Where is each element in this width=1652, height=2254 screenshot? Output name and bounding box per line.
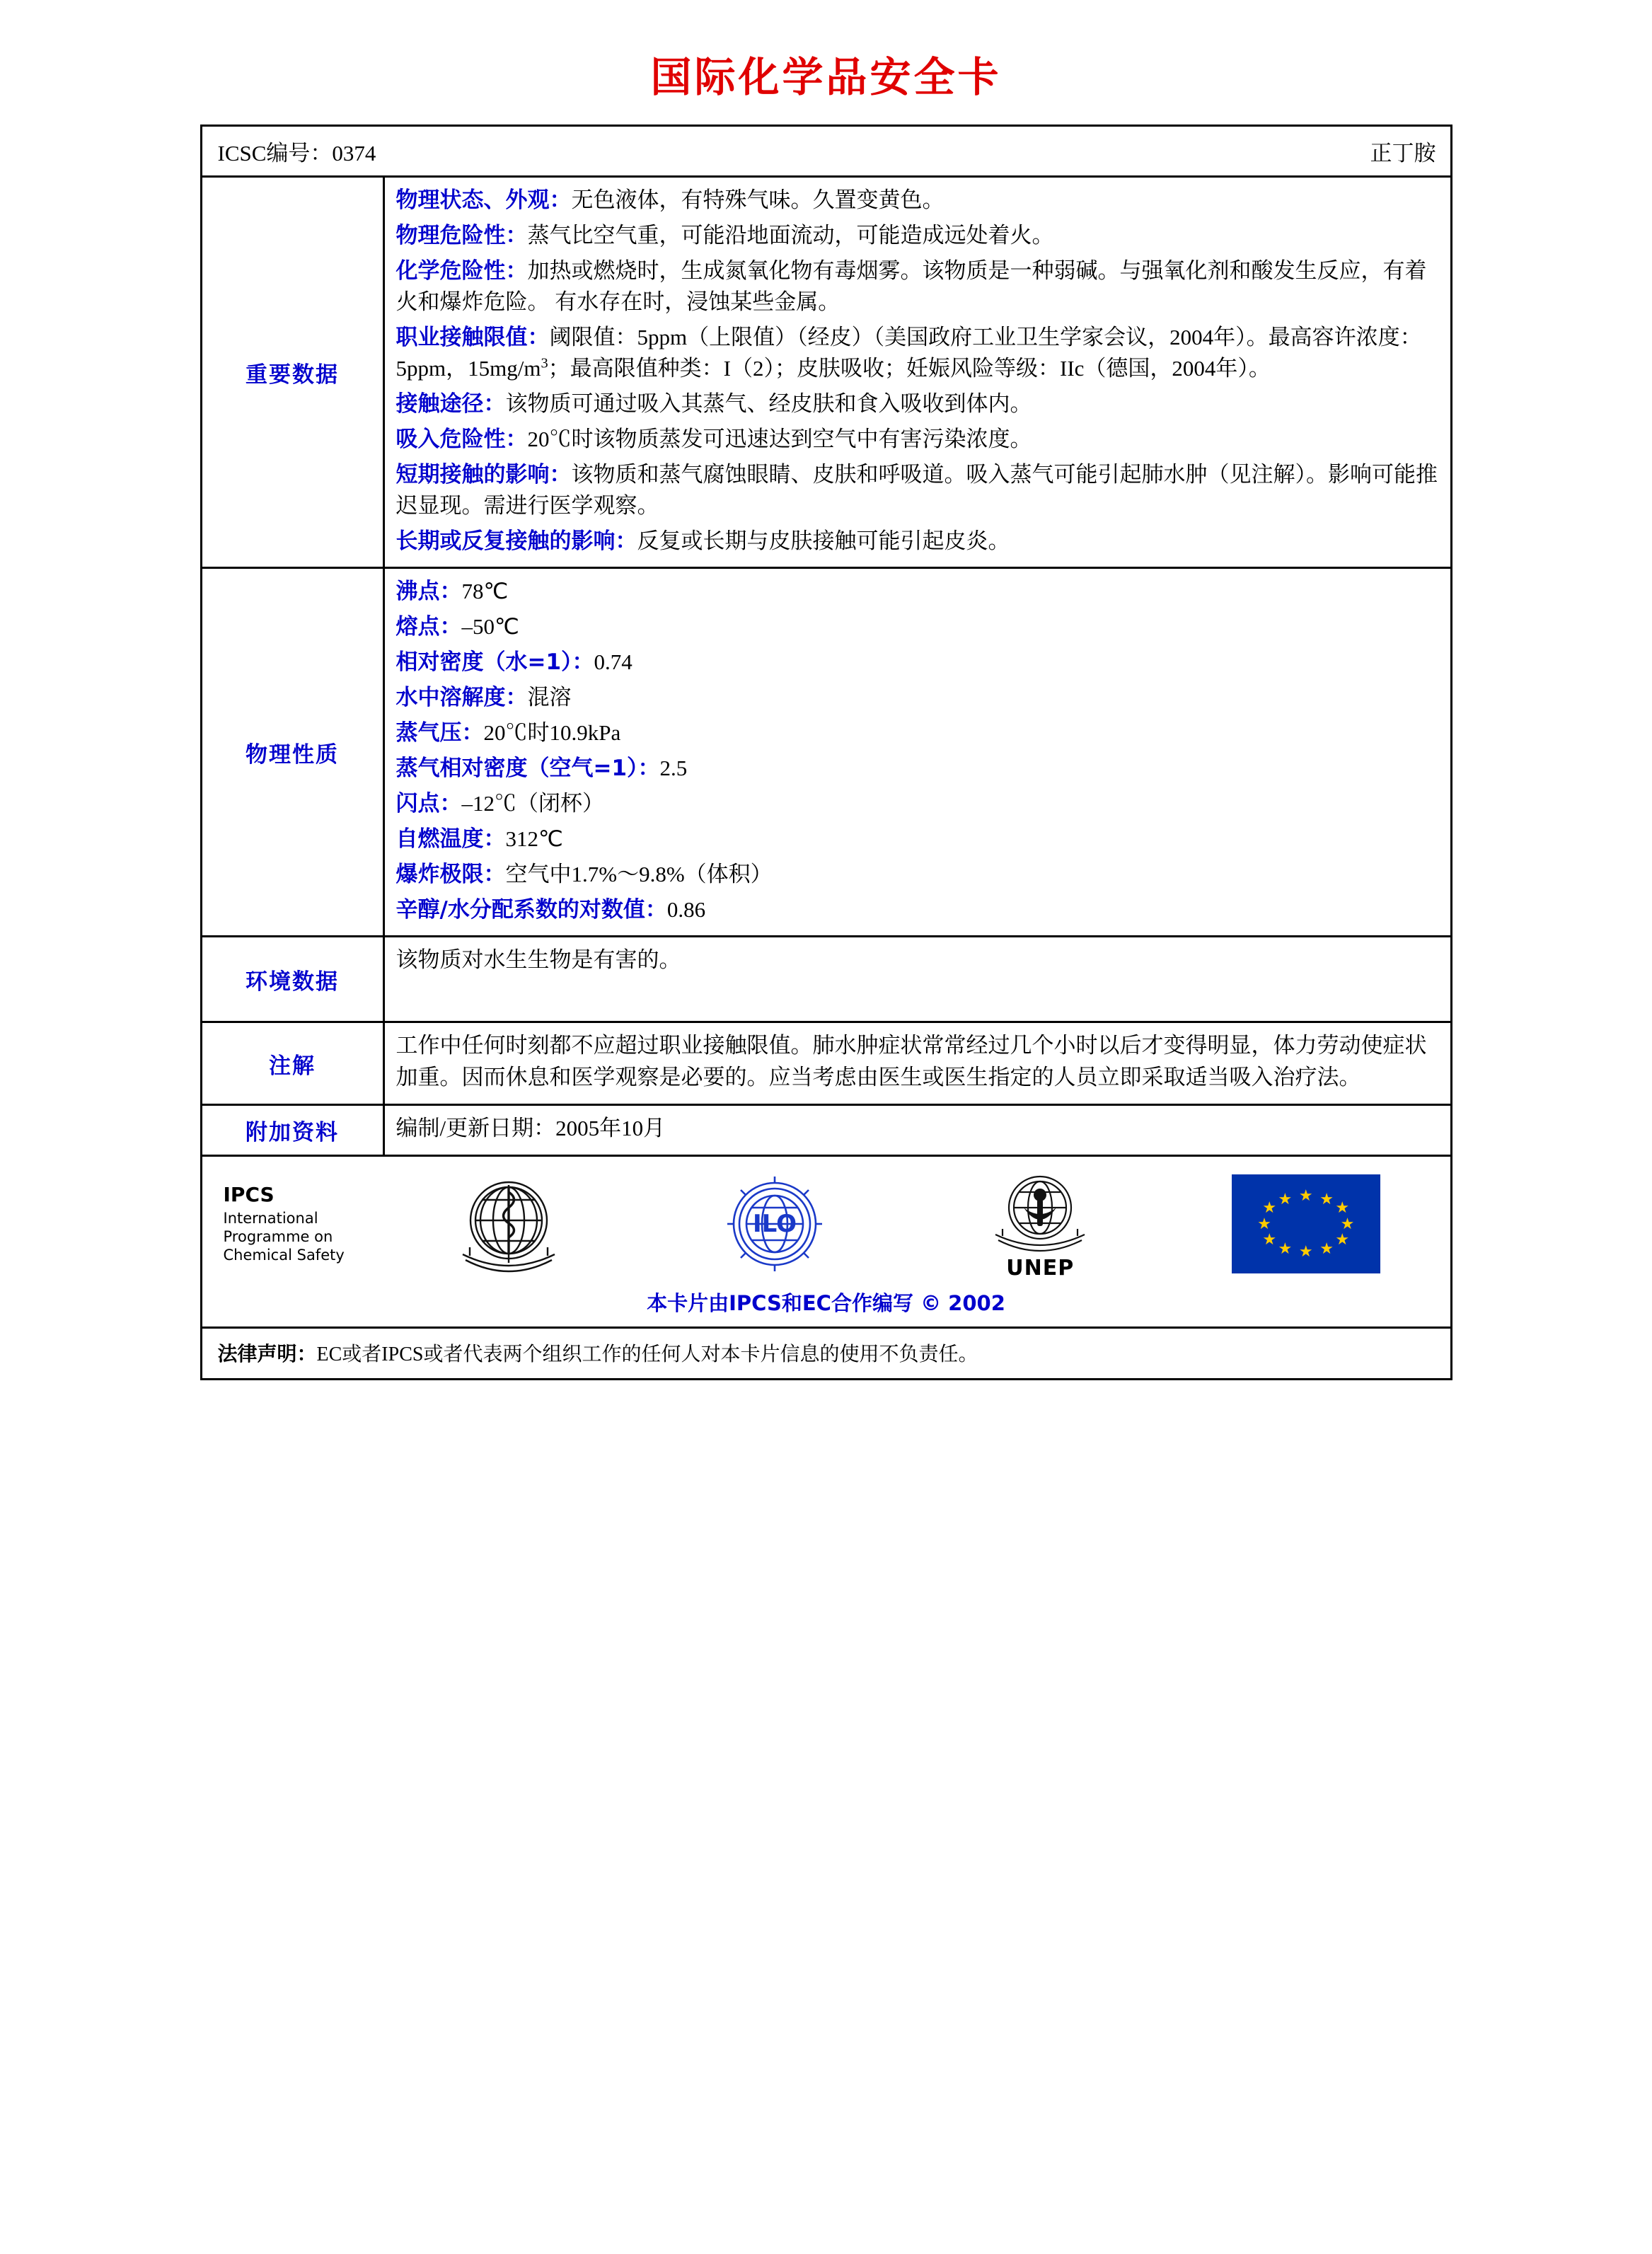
ipcs-subtitle-line2: Programme on xyxy=(223,1228,333,1246)
icsc-number: 0374 xyxy=(332,141,376,166)
section-label-physical-properties: 物理性质 xyxy=(202,569,385,935)
data-key: 物理危险性： xyxy=(395,223,528,249)
section-environmental-data xyxy=(202,937,1450,1023)
logo-band xyxy=(202,1157,1450,1282)
data-line xyxy=(396,185,1439,216)
svg-text:ILO: ILO xyxy=(752,1209,797,1238)
eu-flag-icon: ★ ★ ★ ★ ★ ★ ★ ★ ★ ★ ★ ★ xyxy=(1232,1174,1380,1273)
footer-credit: 本卡片由IPCS和EC合作编写 © 2002 xyxy=(647,1291,1005,1316)
data-key: 蒸气相对密度（空气=1）： xyxy=(395,756,660,782)
icsc-label: ICSC编号： xyxy=(217,141,333,166)
data-line xyxy=(396,388,1439,420)
ipcs-subtitle-line3: Chemical Safety xyxy=(223,1247,345,1264)
data-line xyxy=(396,611,1439,642)
data-value: 2.5 xyxy=(659,756,688,781)
section-content-notes: 工作中任何时刻都不应超过职业接触限值。肺水肿症状常常经过几个小时以后才变得明显，体力劳动使症状加重。因而休息和医学观察是必要的。应当考虑由医生或医生指定的人员立即采取适当吸入治疗法。 xyxy=(395,1033,1427,1090)
data-key: 物理状态、外观： xyxy=(395,187,572,213)
section-content-important-data xyxy=(385,178,1450,567)
data-value: 312℃ xyxy=(505,826,563,852)
data-value: 该物质可通过吸入其蒸气、经皮肤和食入吸收到体内。 xyxy=(505,391,1032,417)
unep-icon xyxy=(980,1167,1100,1255)
data-value: 78℃ xyxy=(461,579,509,604)
section-important-data xyxy=(202,178,1450,569)
legal-notice-label: 法律声明： xyxy=(217,1342,317,1366)
data-line xyxy=(396,753,1439,784)
data-value: 0.86 xyxy=(666,897,706,923)
data-key: 职业接触限值： xyxy=(395,325,550,351)
legal-notice-text: EC或者IPCS或者代表两个组织工作的任何人对本卡片信息的使用不负责任。 xyxy=(316,1343,978,1366)
data-line xyxy=(396,220,1439,251)
data-line xyxy=(396,255,1439,318)
data-line xyxy=(396,788,1439,819)
data-key: 短期接触的影响： xyxy=(395,462,572,488)
section-label-environmental-data: 环境数据 xyxy=(202,937,385,1021)
section-physical-properties xyxy=(202,569,1450,937)
data-value: 空气中1.7%～9.8%（体积） xyxy=(505,862,773,887)
legal-notice xyxy=(202,1329,1450,1378)
data-line xyxy=(396,459,1439,521)
section-label-notes: 注解 xyxy=(202,1023,385,1104)
data-value: 混溶 xyxy=(527,685,572,710)
icsc-number-group xyxy=(218,135,1370,167)
data-key: 熔点： xyxy=(395,614,462,640)
ipcs-subtitle-line1: International xyxy=(223,1209,318,1227)
ilo-icon xyxy=(707,1171,842,1277)
data-line xyxy=(396,647,1439,678)
data-line xyxy=(396,717,1439,749)
data-key: 闪点： xyxy=(395,791,462,817)
data-key: 水中溶解度： xyxy=(395,685,528,711)
section-content-additional-info: 编制/更新日期：2005年10月 xyxy=(395,1116,666,1141)
unep-label: UNEP xyxy=(1006,1256,1075,1281)
section-content-environmental-data: 该物质对水生生物是有害的。 xyxy=(395,947,681,973)
data-line xyxy=(396,526,1439,557)
data-line xyxy=(396,894,1439,925)
data-key: 化学危险性： xyxy=(395,258,528,284)
data-line xyxy=(396,859,1439,890)
card-header xyxy=(202,127,1450,178)
icsc-card xyxy=(200,125,1452,1380)
data-line xyxy=(396,576,1439,607)
page-title: 国际化学品安全卡 xyxy=(650,53,1002,101)
section-notes xyxy=(202,1023,1450,1106)
data-line xyxy=(396,424,1439,455)
data-value: 20℃时10.9kPa xyxy=(483,720,621,746)
data-key: 自燃温度： xyxy=(395,826,506,853)
data-value: 0.74 xyxy=(594,649,633,675)
data-value: 无色液体，有特殊气味。久置变黄色。 xyxy=(571,187,945,212)
data-line xyxy=(396,322,1439,384)
data-key: 相对密度（水=1）： xyxy=(395,649,594,676)
footer-logos xyxy=(202,1157,1450,1329)
data-value: –50℃ xyxy=(461,614,519,640)
who-logo-slot xyxy=(376,1171,642,1277)
data-value: 反复或长期与皮肤接触可能引起皮炎。 xyxy=(637,528,1010,554)
data-key: 吸入危险性： xyxy=(395,427,528,453)
data-value: –12℃（闭杯） xyxy=(461,791,604,816)
who-icon xyxy=(441,1171,576,1277)
ilo-logo-slot xyxy=(642,1171,908,1277)
data-key: 蒸气压： xyxy=(395,720,484,746)
data-value: 蒸气比空气重，可能沿地面流动，可能造成远处着火。 xyxy=(527,223,1054,248)
data-value: 加热或燃烧时，生成氮氧化物有毒烟雾。该物质是一种弱碱。与强氧化剂和酸发生反应，有着火和爆炸危险。 有水存在时，浸蚀某些金属。 xyxy=(395,258,1427,315)
section-label-important-data: 重要数据 xyxy=(202,178,385,567)
data-value: 阈限值：5ppm（上限值）（经皮）（美国政府工业卫生学家会议，2004年）。最高容许浓度：5ppm，$15mg/m^3$；最高限值种类：I（2）；皮肤吸收；妊娠风险等级：IIc（德国，2004年）。 xyxy=(395,325,1422,381)
data-key: 沸点： xyxy=(395,579,462,605)
unep-logo-slot xyxy=(908,1167,1174,1281)
data-key: 爆炸极限： xyxy=(395,862,506,888)
ipcs-logo-text xyxy=(214,1183,376,1265)
ipcs-title: IPCS xyxy=(223,1182,275,1206)
eu-flag-slot xyxy=(1173,1174,1439,1273)
data-key: 辛醇/水分配系数的对数值： xyxy=(395,897,667,923)
section-additional-info xyxy=(202,1106,1450,1157)
section-content-physical-properties xyxy=(385,569,1450,935)
data-value: 20℃时该物质蒸发可迅速达到空气中有害污染浓度。 xyxy=(527,427,1032,452)
data-line xyxy=(396,823,1439,855)
substance-name: 正丁胺 xyxy=(1370,141,1436,166)
section-label-additional-info: 附加资料 xyxy=(202,1106,385,1155)
data-key: 接触途径： xyxy=(395,391,506,417)
data-line xyxy=(396,682,1439,713)
data-key: 长期或反复接触的影响： xyxy=(395,528,637,555)
data-value: 该物质和蒸气腐蚀眼睛、皮肤和呼吸道。吸入蒸气可能引起肺水肿（见注解）。影响可能推迟显现。需进行医学观察。 xyxy=(395,462,1438,519)
